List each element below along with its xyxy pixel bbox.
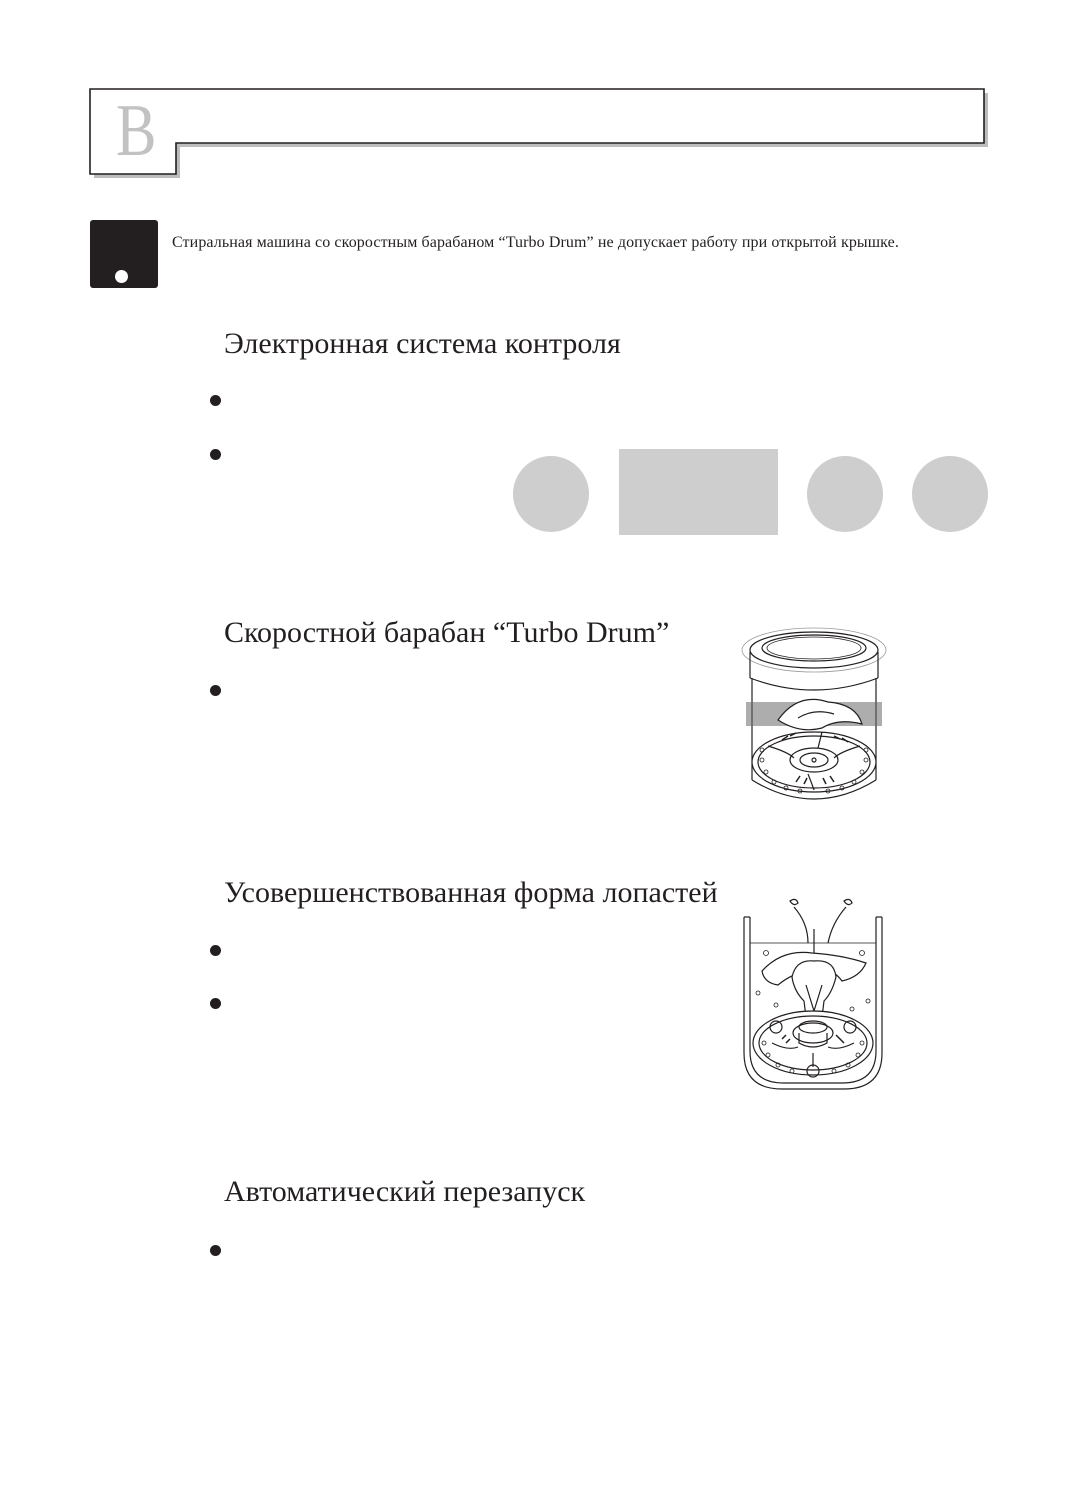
- section-header: [0, 0, 1082, 200]
- bullet: [210, 449, 221, 460]
- warning-dot: [115, 270, 128, 283]
- bullet: [210, 395, 221, 406]
- bullet: [210, 945, 221, 956]
- section-title-turbo-drum: Скоростной барабан “Turbo Drum”: [224, 616, 670, 649]
- bullet: [210, 1245, 221, 1256]
- bullet: [210, 685, 221, 696]
- pulsator-blades-illustration: [742, 893, 884, 1091]
- section-title-electronic-control: Электронная система контроля: [224, 327, 621, 360]
- section-title-blade-shape: Усовершенствованная форма лопастей: [224, 876, 718, 909]
- section-letter: B: [116, 90, 155, 172]
- header-frame: [0, 0, 1082, 200]
- panel-circle: [807, 456, 883, 532]
- panel-display: [619, 449, 778, 535]
- turbo-drum-illustration: [738, 622, 890, 814]
- warning-text: Стиральная машина со скоростным барабаном “Turbo Drum” не допускает работу при открытой крышке.: [172, 234, 899, 251]
- warning-square-icon: [90, 220, 158, 288]
- bullet: [210, 998, 221, 1009]
- panel-circle: [912, 456, 988, 532]
- section-title-auto-restart: Автоматический перезапуск: [224, 1175, 586, 1208]
- panel-circle: [513, 456, 589, 532]
